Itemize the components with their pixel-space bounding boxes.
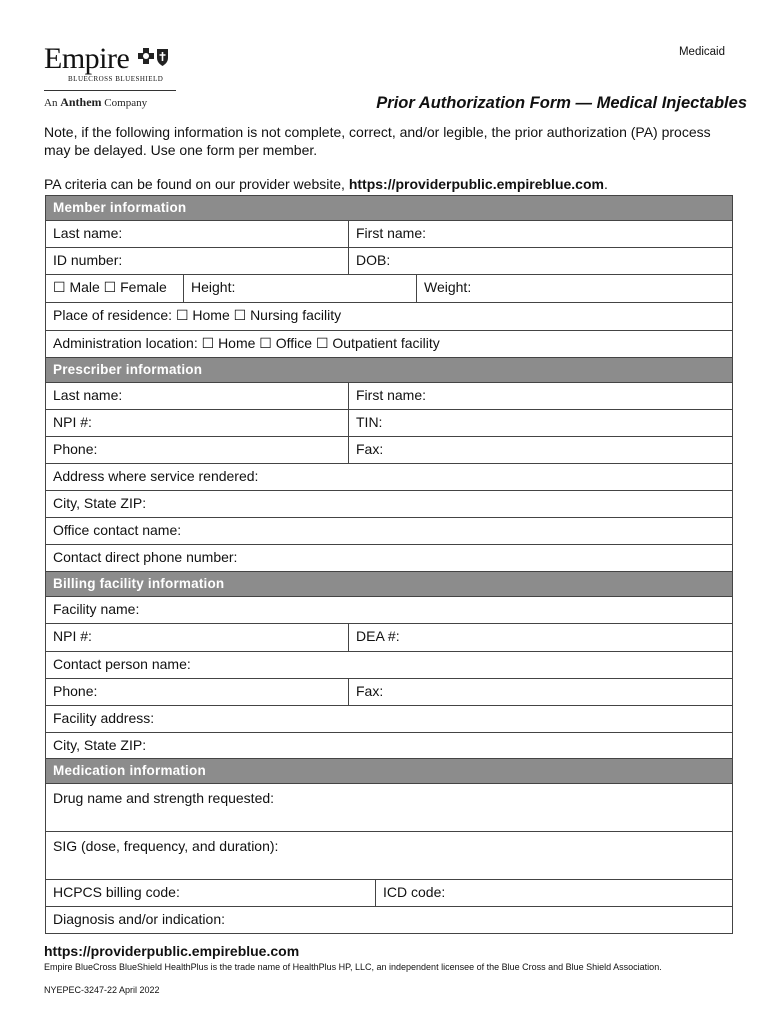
member-dob-field[interactable]: DOB: bbox=[348, 248, 732, 274]
prescriber-city-state-zip-field[interactable]: City, State ZIP: bbox=[53, 495, 147, 511]
office-contact-name-field[interactable]: Office contact name: bbox=[53, 522, 182, 538]
billing-npi-field[interactable]: NPI #: bbox=[53, 628, 92, 644]
facility-name-field[interactable]: Facility name: bbox=[53, 601, 140, 617]
prescriber-section-header: Prescriber information bbox=[46, 358, 732, 383]
logo-divider bbox=[44, 90, 176, 91]
billing-address-row bbox=[46, 706, 732, 733]
prescriber-phone-field[interactable]: Phone: bbox=[53, 441, 98, 457]
medication-diagnosis-row bbox=[46, 907, 732, 933]
criteria-suffix: . bbox=[603, 176, 608, 192]
program-label: Medicaid bbox=[678, 46, 725, 58]
criteria-prefix: PA criteria can be found on our provider website, bbox=[44, 176, 345, 192]
place-of-residence-checkboxes[interactable]: Place of residence: ☐ Home ☐ Nursing facility bbox=[53, 307, 342, 323]
anthem-prefix: An bbox=[44, 97, 58, 109]
contact-person-name-field[interactable]: Contact person name: bbox=[53, 656, 191, 672]
prescriber-address-row bbox=[46, 464, 732, 491]
form-code: NYEPEC-3247-22 April 2022 bbox=[44, 985, 160, 995]
prescriber-contact-phone-row bbox=[46, 545, 732, 572]
logo-wordmark: Empire bbox=[44, 42, 130, 75]
diagnosis-field[interactable]: Diagnosis and/or indication: bbox=[53, 911, 225, 927]
medication-section-header: Medication information bbox=[46, 759, 732, 784]
administration-location-checkboxes[interactable]: Administration location: ☐ Home ☐ Office ☐ Outpatient facility bbox=[53, 335, 440, 351]
contact-direct-phone-field[interactable]: Contact direct phone number: bbox=[53, 549, 238, 565]
billing-fax-field[interactable]: Fax: bbox=[348, 679, 732, 705]
facility-address-field[interactable]: Facility address: bbox=[53, 710, 155, 726]
logo-subtitle: BLUECROSS BLUESHIELD bbox=[68, 75, 164, 83]
billing-contact-row bbox=[46, 652, 732, 679]
member-admin-row bbox=[46, 331, 732, 358]
billing-phone-field[interactable]: Phone: bbox=[53, 683, 98, 699]
member-sex-checkboxes[interactable]: ☐ Male ☐ Female bbox=[53, 279, 167, 295]
member-id-row bbox=[46, 248, 732, 275]
member-id-field[interactable]: ID number: bbox=[53, 252, 123, 268]
member-weight-field[interactable]: Weight: bbox=[416, 275, 732, 302]
billing-phone-row bbox=[46, 679, 732, 706]
form-title: Prior Authorization Form — Medical Injectables bbox=[376, 94, 747, 112]
prescriber-tin-field[interactable]: TIN: bbox=[348, 410, 732, 436]
member-residence-row bbox=[46, 303, 732, 331]
member-body-row bbox=[46, 275, 732, 303]
prescriber-city-row bbox=[46, 491, 732, 518]
anthem-suffix: Company bbox=[104, 97, 148, 109]
billing-dea-field[interactable]: DEA #: bbox=[348, 624, 732, 651]
medication-codes-row bbox=[46, 880, 732, 907]
billing-city-state-zip-field[interactable]: City, State ZIP: bbox=[53, 737, 147, 753]
medication-drug-row bbox=[46, 784, 732, 832]
service-address-field[interactable]: Address where service rendered: bbox=[53, 468, 259, 484]
member-name-row bbox=[46, 221, 732, 248]
prescriber-first-name-field[interactable]: First name: bbox=[348, 383, 732, 409]
billing-npi-row bbox=[46, 624, 732, 652]
member-section-header: Member information bbox=[46, 196, 732, 221]
prescriber-npi-field[interactable]: NPI #: bbox=[53, 414, 92, 430]
prescriber-phone-row bbox=[46, 437, 732, 464]
drug-name-strength-field[interactable]: Drug name and strength requested: bbox=[53, 790, 275, 806]
member-first-name-field[interactable]: First name: bbox=[348, 221, 732, 247]
sig-field[interactable]: SIG (dose, frequency, and duration): bbox=[53, 838, 279, 854]
billing-city-row bbox=[46, 733, 732, 759]
anthem-company-tagline bbox=[44, 95, 147, 110]
cross-shield-icon bbox=[137, 47, 171, 72]
prescriber-npi-row bbox=[46, 410, 732, 437]
member-last-name-field[interactable]: Last name: bbox=[53, 225, 123, 241]
member-height-field[interactable]: Height: bbox=[183, 275, 416, 302]
prescriber-name-row bbox=[46, 383, 732, 410]
billing-section-header: Billing facility information bbox=[46, 572, 732, 597]
pa-form-table bbox=[45, 195, 733, 934]
criteria-line bbox=[44, 176, 608, 192]
anthem-name: Anthem bbox=[60, 95, 102, 109]
billing-facility-row bbox=[46, 597, 732, 624]
footer-website-link[interactable]: https://providerpublic.empireblue.com bbox=[44, 943, 300, 959]
provider-website-link[interactable]: https://providerpublic.empireblue.com bbox=[348, 176, 604, 192]
footer-legal-text: Empire BlueCross BlueShield HealthPlus is the trade name of HealthPlus HP, LLC, an independent licensee of the Blue Cross and Blue Shield Association. bbox=[44, 962, 662, 972]
empire-logo bbox=[44, 44, 184, 83]
hcpcs-code-field[interactable]: HCPCS billing code: bbox=[53, 884, 180, 900]
prescriber-last-name-field[interactable]: Last name: bbox=[53, 387, 123, 403]
medication-sig-row bbox=[46, 832, 732, 880]
prescriber-fax-field[interactable]: Fax: bbox=[348, 437, 732, 463]
icd-code-field[interactable]: ICD code: bbox=[375, 880, 732, 906]
intro-note: Note, if the following information is not complete, correct, and/or legible, the prior authorization (PA) process may be delayed. Use one form per member. bbox=[44, 124, 711, 158]
prescriber-contact-row bbox=[46, 518, 732, 545]
